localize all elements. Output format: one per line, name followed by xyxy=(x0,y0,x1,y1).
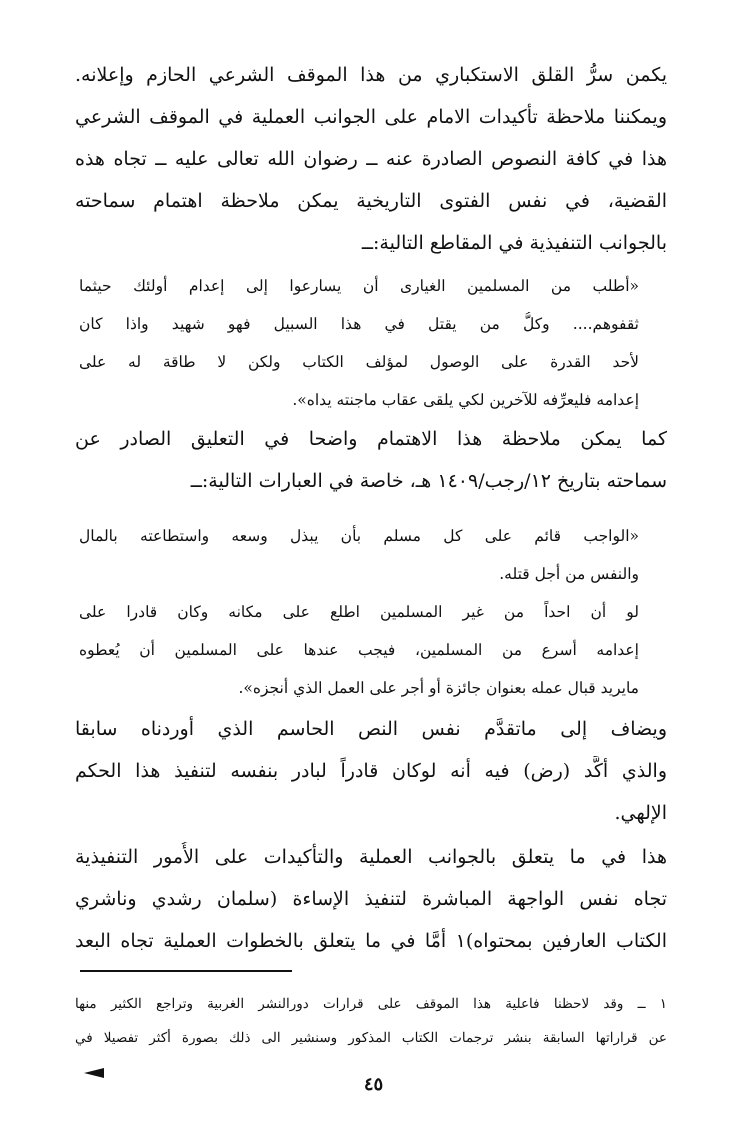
page-number: ٤٥ xyxy=(363,1074,384,1095)
quote-line: لو أن احداً من غير المسلمين اطلع على مكانه وكان قادرا على xyxy=(79,603,639,621)
body-line: هذا في كافة النصوص الصادرة عنه ــ رضوان الله تعالى عليه ــ تجاه هذه xyxy=(75,148,667,170)
body-line: تجاه نفس الواجهة المباشرة لتنفيذ الإساءة (سلمان رشدي وناشري xyxy=(75,888,667,910)
quote-line: إعدامه أسرع من المسلمين، فيجب عندها على المسلمين أن يُعطوه xyxy=(79,641,639,659)
quote-line: «الواجب قائم على كل مسلم بأن يبذل وسعه واستطاعته بالمال xyxy=(79,527,639,545)
footnote-divider xyxy=(80,970,292,972)
body-line: هذا في ما يتعلق بالجوانب العملية والتأكيدات على الأُمور التنفيذية xyxy=(75,846,667,868)
quote-line: مايريد قبال عمله بعنوان جائزة أو أجر على العمل الذي أنجزه». xyxy=(238,679,639,697)
body-line: كما يمكن ملاحظة هذا الاهتمام واضحا في التعليق الصادر عن xyxy=(75,428,667,450)
body-line: الإلهي. xyxy=(614,802,667,824)
footnote-line: ١ ــ وقد لاحظنا فاعلية هذا الموقف على قرارات دورالنشر الغربية وتراجع الكثير منها xyxy=(75,996,667,1012)
body-line: بالجوانب التنفيذية في المقاطع التالية:ــ xyxy=(361,232,667,254)
body-line: والذي أكَّد (رض) فيه أنه لوكان قادراً لبادر بنفسه لتنفيذ هذا الحكم xyxy=(75,760,667,782)
body-line: القضية، في نفس الفتوى التاريخية يمكن ملاحظة اهتمام سماحته xyxy=(75,190,667,212)
quote-line: «أطلب من المسلمين الغيارى أن يسارعوا إلى إعدام أولئك حيثما xyxy=(79,277,639,295)
footnote-line: عن قراراتها السابقة بنشر ترجمات الكتاب المذكور وسنشير الى ذلك بصورة أكثر تفصيلا في xyxy=(75,1030,667,1046)
quote-line: إعدامه فليعرِّفه للآخرين لكي يلقى عقاب ماجنته يداه». xyxy=(292,391,639,409)
body-line: الكتاب العارفين بمحتواه)١ أمَّا في ما يتعلق بالخطوات العملية تجاه البعد xyxy=(75,930,667,952)
body-line: ويضاف إلى ماتقدَّم نفس النص الحاسم الذي أوردناه سابقا xyxy=(75,718,667,740)
quote-line: لأحد القدرة على الوصول لمؤلف الكتاب ولكن لا طاقة له على xyxy=(79,353,639,371)
quote-line: ثقفوهم.... وكلُّ من يقتل في هذا السبيل فهو شهيد واذا كان xyxy=(79,315,639,333)
body-line: ويمكننا ملاحظة تأكيدات الامام على الجوانب العملية في الموقف الشرعي xyxy=(75,106,667,128)
quote-line: والنفس من أجل قتله. xyxy=(499,565,639,583)
body-line: يكمن سرُّ القلق الاستكباري من هذا الموقف الشرعي الحازم وإعلانه. xyxy=(75,64,667,86)
body-line: سماحته بتاريخ ١٢/رجب/١٤٠٩ هـ، خاصة في العبارات التالية:ــ xyxy=(190,470,667,492)
